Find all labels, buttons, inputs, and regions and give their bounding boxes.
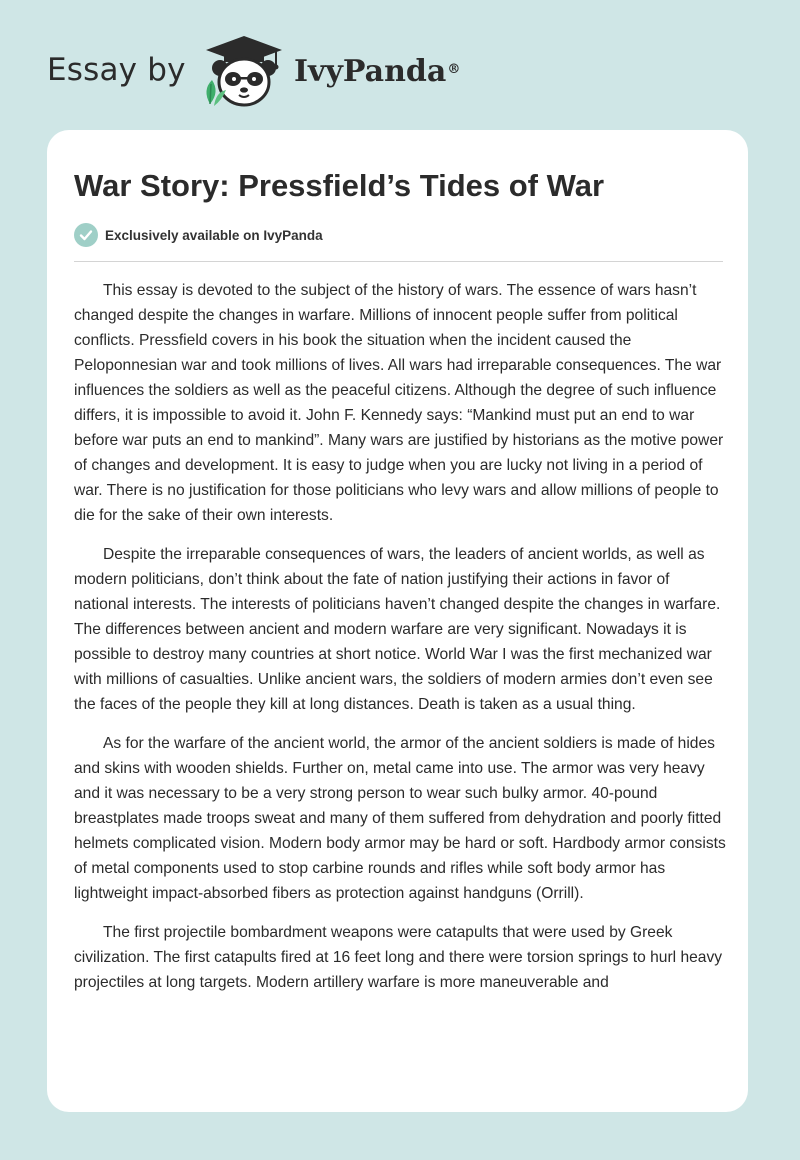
title-divider xyxy=(74,261,723,262)
trademark-mark: ® xyxy=(447,62,461,77)
essay-by-label: Essay by xyxy=(47,52,186,88)
essay-card xyxy=(47,130,748,1112)
essay-title: War Story: Pressfield’s Tides of War xyxy=(74,168,605,203)
paragraph-1: This essay is devoted to the subject of the history of wars. The essence of wars hasn’t changed despite the changes in warfare. Millions of innocent people suffer from political conflicts. Pressfield covers in his book the situation when the incident caused the Peloponnesian war and took millions of lives. All wars had irreparable consequences. The war influences the soldiers as well as the peaceful citizens. Although the degree of such influence differs, it is impossible to avoid it. John F. Kennedy says: “Mankind must put an end to war before war puts an end to mankind”. Many wars are justified by historians as the motive power of changes and development. It is easy to judge when you are lucky not living in a period of war. There is no justification for those politicians who levy wars and allow millions of people to die for the sake of their own interests. xyxy=(74,282,724,524)
essay-body xyxy=(74,278,726,1009)
paragraph-4: The first projectile bombardment weapons were catapults that were used by Greek civilization. The first catapults fired at 16 feet long and there were torsion springs to hurl heavy projectiles at long targets. Modern artillery warfare is more maneuverable and xyxy=(74,924,723,991)
paragraph-3: As for the warfare of the ancient world, the armor of the ancient soldiers is made of hides and skins with wooden shields. Further on, metal came into use. The armor was very heavy and it was necessary to be a very strong person to wear such bulky armor. 40-pound breastplates made troops sweat and many of them suffered from dehydration and poorly fitted helmets complicated vision. Modern body armor may be hard or soft. Hardbody armor consists of metal components used to stop carbine rounds and rifles while soft body armor has lightweight impact-absorbed fibers as protection against handguns (Orrill). xyxy=(74,735,726,902)
paragraph-2: Despite the irreparable consequences of wars, the leaders of ancient worlds, as well as modern politicians, don’t think about the fate of nation justifying their actions in favor of national interests. The interests of politicians haven’t changed despite the changes in warfare. The differences between ancient and modern warfare are very significant. Nowadays it is possible to destroy many countries at short notice. World War I was the first mechanized war with millions of casualties. Unlike ancient wars, the soldiers of modern armies don’t even see the faces of the people they kill at long distances. Death is taken as a usual thing. xyxy=(74,546,721,713)
exclusive-badge xyxy=(74,222,323,248)
check-circle-icon xyxy=(74,223,98,247)
site-header xyxy=(0,0,800,130)
ivypanda-wordmark[interactable] xyxy=(294,52,460,92)
brand-name: IvyPanda xyxy=(294,54,447,89)
exclusive-label: Exclusively available on IvyPanda xyxy=(105,227,323,243)
panda-graduate-icon[interactable] xyxy=(196,34,292,110)
